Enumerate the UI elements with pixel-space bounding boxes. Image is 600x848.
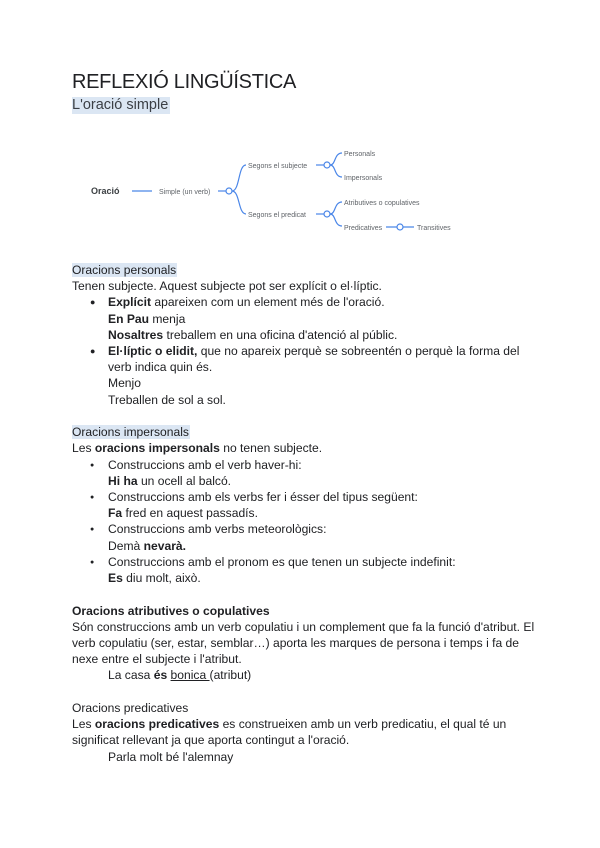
edge-brace-lower: [232, 191, 246, 214]
node-attributive: Atributives o copulatives: [344, 200, 420, 207]
page-title: REFLEXIÓ LINGÜÍSTICA: [72, 71, 297, 93]
predicatives-example: Parla molt bé l'alemnay: [108, 749, 234, 764]
document-body: [72, 262, 542, 765]
mind-map-diagram: [0, 140, 600, 240]
personals-intro: Tenen subjecte. Aquest subjecte pot ser explícit o el·líptic.: [72, 279, 382, 294]
node-predicative: Predicatives: [344, 225, 383, 232]
edge-subject-impersonal: [330, 165, 342, 177]
list-item: ● Construccions amb el verb haver-hi: Hi ha un ocell al balcó.: [108, 457, 542, 489]
node-impersonal: Impersonals: [344, 175, 383, 182]
list-item: ● Construccions amb els verbs fer i ésser del tipus següent: Fa fred en aquest passadís.: [108, 489, 542, 521]
personals-list: [72, 294, 542, 407]
node-root: Oració: [91, 186, 120, 196]
section-heading-personals: Oracions personals: [72, 263, 177, 277]
node-subject-connector: [324, 162, 330, 168]
impersonals-intro: Les oracions impersonals no tenen subjecte.: [72, 441, 323, 456]
section-heading-impersonals: Oracions impersonals: [72, 425, 189, 440]
node-personal: Personals: [344, 151, 376, 158]
node-simple-connector: [226, 188, 232, 194]
edge-predicate-attributive: [330, 202, 342, 214]
predicatives-intro: Les oracions predicatives es construeixen amb un verb predicatiu, el qual té un significat rellevant ja que aporta contingut a l'oració.: [72, 717, 507, 748]
node-transitive: Transitives: [417, 225, 451, 232]
node-predicative-connector: [397, 224, 403, 230]
section-heading-atributives: Oracions atributives o copulatives: [72, 603, 270, 618]
list-item: ● Construccions amb verbs meteorològics: Demà nevarà.: [108, 521, 542, 553]
node-simple: Simple (un verb): [159, 189, 211, 196]
atributives-example: La casa és bonica (atribut): [108, 668, 252, 683]
list-item: ● Construccions amb el pronom es que tenen un subjecte indefinit: Es diu molt, això.: [108, 554, 542, 586]
node-predicate-connector: [324, 211, 330, 217]
page-subtitle: L'oració simple: [72, 97, 169, 113]
edge-subject-personal: [330, 153, 342, 165]
impersonals-list: [72, 457, 542, 587]
node-by-predicate: Segons el predicat: [248, 212, 306, 219]
edge-predicate-predicative: [330, 214, 342, 226]
edge-brace-upper: [232, 165, 246, 191]
node-by-subject: Segons el subjecte: [248, 163, 308, 170]
section-heading-predicatives: Oracions predicatives: [72, 701, 189, 716]
list-item: ● Explícit apareixen com un element més de l'oració. En Pau menja Nosaltres treballem en una oficina d'atenció al públic.: [108, 294, 542, 343]
atributives-text: Són construccions amb un verb copulatiu i un complement que fa la funció d'atribut. El verb copulatiu (ser, estar, semblar…) aporta les marques de persona i temps i fa de nexe entre el subjecte i l'atribut.: [72, 619, 535, 667]
list-item: ● El·líptic o elidit, que no apareix perquè se sobreentén o perquè la forma del verb indica quin és. Menjo Treballen de sol a sol.: [108, 343, 542, 408]
